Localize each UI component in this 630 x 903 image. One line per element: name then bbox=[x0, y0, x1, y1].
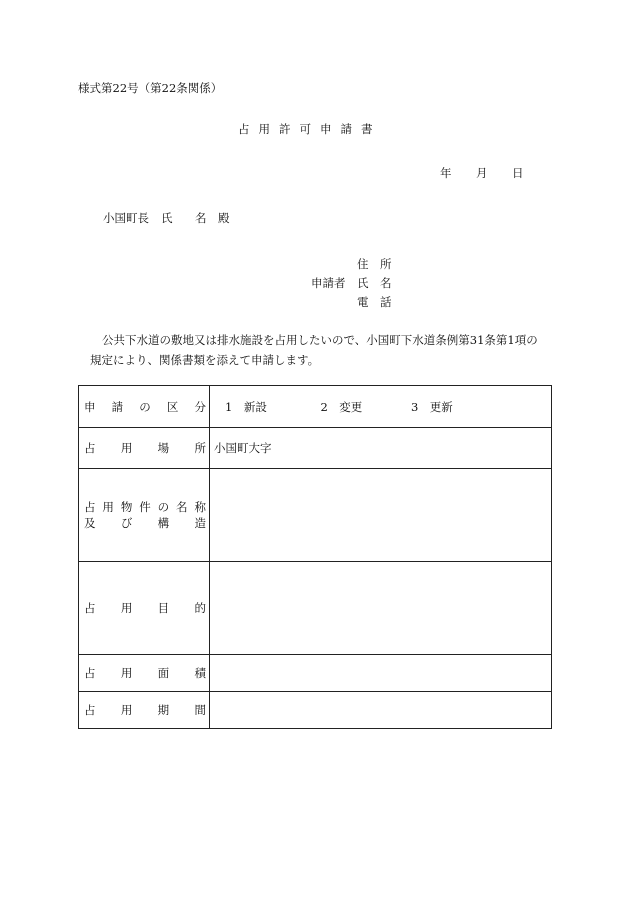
table-row bbox=[79, 428, 552, 469]
category-label: 申 請 の 区 分 bbox=[84, 399, 206, 414]
object-label-b: 及 び 構 造 bbox=[84, 516, 206, 530]
area-label: 占 用 面 積 bbox=[84, 666, 206, 680]
row-label-area bbox=[79, 655, 210, 692]
option-new[interactable]: 1 新設 bbox=[225, 399, 267, 414]
row-label-object bbox=[79, 469, 210, 562]
date-month: 月 bbox=[476, 166, 488, 180]
addressee-office: 小国町長 bbox=[103, 211, 149, 225]
object-field[interactable] bbox=[210, 469, 552, 562]
option-renew[interactable]: 3 更新 bbox=[410, 399, 453, 414]
location-value: 小国町大字 bbox=[214, 441, 272, 455]
row-label-purpose bbox=[79, 562, 210, 655]
application-table bbox=[78, 385, 552, 729]
row-label-period bbox=[79, 692, 210, 729]
application-statement bbox=[78, 330, 558, 370]
purpose-field[interactable] bbox=[210, 562, 552, 655]
option-change[interactable]: 2 変更 bbox=[320, 399, 363, 414]
address-label: 住 所 bbox=[357, 257, 392, 271]
location-label: 占 用 場 所 bbox=[84, 441, 206, 455]
statement-line-2: 規定により、関係書類を添えて申請します。 bbox=[90, 353, 320, 367]
form-id: 様式第22号（第22条関係） bbox=[78, 81, 223, 95]
table-row bbox=[79, 655, 552, 692]
period-field[interactable] bbox=[210, 692, 552, 729]
date-day: 日 bbox=[512, 166, 524, 180]
addressee-honorific: 殿 bbox=[218, 211, 230, 225]
purpose-label: 占 用 目 的 bbox=[84, 601, 206, 615]
location-field[interactable] bbox=[210, 428, 552, 469]
period-label: 占 用 期 間 bbox=[84, 703, 206, 717]
statement-line-1: 公共下水道の敷地又は排水施設を占用したいので、小国町下水道条例第31条第1項の bbox=[102, 333, 538, 347]
table-row bbox=[79, 692, 552, 729]
addressee-name-label-2: 名 bbox=[195, 211, 207, 225]
applicant-label: 申請者 bbox=[311, 276, 346, 290]
phone-label: 電 話 bbox=[357, 295, 392, 309]
table-row bbox=[79, 386, 552, 428]
name-label: 氏 名 bbox=[357, 276, 392, 290]
row-label-category bbox=[79, 386, 210, 428]
date-year: 年 bbox=[440, 166, 452, 180]
category-options[interactable] bbox=[210, 386, 552, 428]
area-field[interactable] bbox=[210, 655, 552, 692]
table-row bbox=[79, 469, 552, 562]
table-row bbox=[79, 562, 552, 655]
object-label-a: 占 用 物 件 の 名 称 bbox=[84, 500, 206, 514]
row-label-location bbox=[79, 428, 210, 469]
addressee-name-label-1: 氏 bbox=[161, 211, 173, 225]
page-title: 占用許可申請書 bbox=[238, 122, 382, 136]
